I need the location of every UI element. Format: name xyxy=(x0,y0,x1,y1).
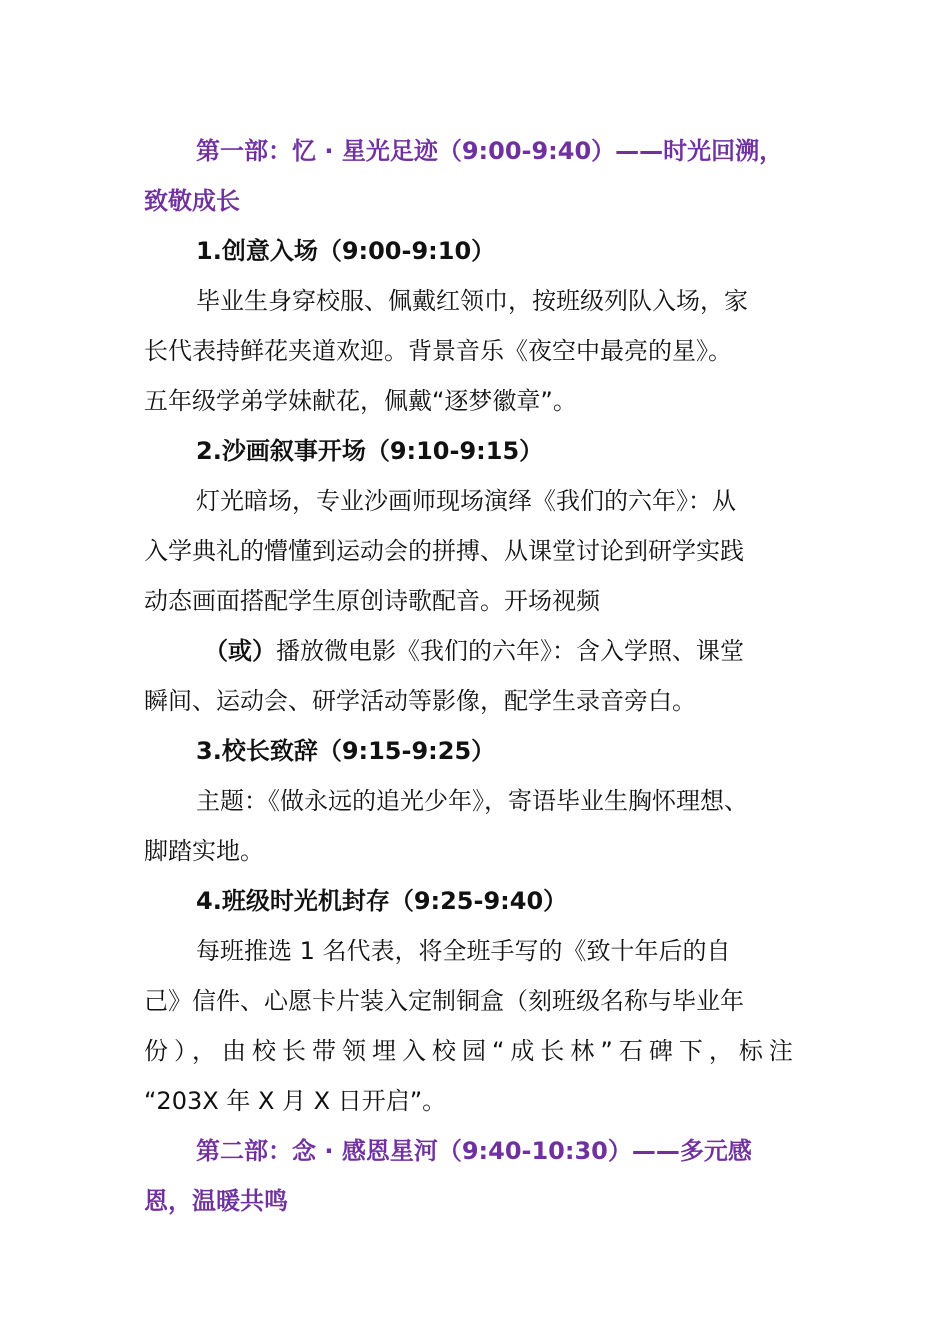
item-2-line-1: 灯光暗场，专业沙画师现场演绎《我们的六年》：从 xyxy=(196,487,736,515)
item-3-title: 3.校长致辞（9:15-9:25） xyxy=(196,737,496,765)
item-1-title: 1.创意入场（9:00-9:10） xyxy=(196,237,496,265)
document-body xyxy=(144,126,824,1226)
item-4-line-1: 每班推选 1 名代表，将全班手写的《致十年后的自 xyxy=(196,937,731,965)
item-3-line-1: 主题：《做永远的追光少年》，寄语毕业生胸怀理想、 xyxy=(196,787,748,815)
section-1-heading-line-2: 致敬成长 xyxy=(144,187,240,215)
item-2-alt-text: 播放微电影《我们的六年》：含入学照、课堂 xyxy=(276,637,744,665)
item-1-line-2: 长代表持鲜花夹道欢迎。背景音乐《夜空中最亮的星》。 xyxy=(144,337,732,365)
item-2-alt-line-2: 瞬间、运动会、研学活动等影像，配学生录音旁白。 xyxy=(144,687,696,715)
section-1-heading-line-1: 第一部：忆 · 星光足迹（9:00-9:40）——时光回溯， xyxy=(196,137,784,165)
section-2-heading-line-1: 第二部：念 · 感恩星河（9:40-10:30）——多元感 xyxy=(196,1137,752,1165)
item-4-line-3: 份），由校长带领埋入校园“成长林”石碑下，标注 xyxy=(144,1037,799,1065)
item-4-line-4: “203X 年 X 月 X 日开启”。 xyxy=(144,1087,447,1115)
item-4-line-2: 己》信件、心愿卡片装入定制铜盒（刻班级名称与毕业年 xyxy=(144,987,744,1015)
item-2-line-2: 入学典礼的懵懂到运动会的拼搏、从课堂讨论到研学实践 xyxy=(144,537,744,565)
item-2-line-3: 动态画面搭配学生原创诗歌配音。开场视频 xyxy=(144,587,600,615)
item-1-line-3: 五年级学弟学妹献花，佩戴“逐梦徽章”。 xyxy=(144,387,577,415)
item-1-line-1: 毕业生身穿校服、佩戴红领巾，按班级列队入场，家 xyxy=(196,287,748,315)
item-2-alt-line-1 xyxy=(144,626,824,676)
item-4-title: 4.班级时光机封存（9:25-9:40） xyxy=(196,887,568,915)
item-2-alt-label: （或） xyxy=(204,637,276,665)
section-2-heading-line-2: 恩，温暖共鸣 xyxy=(144,1187,288,1215)
item-2-title: 2.沙画叙事开场（9:10-9:15） xyxy=(196,437,544,465)
item-3-line-2: 脚踏实地。 xyxy=(144,837,264,865)
